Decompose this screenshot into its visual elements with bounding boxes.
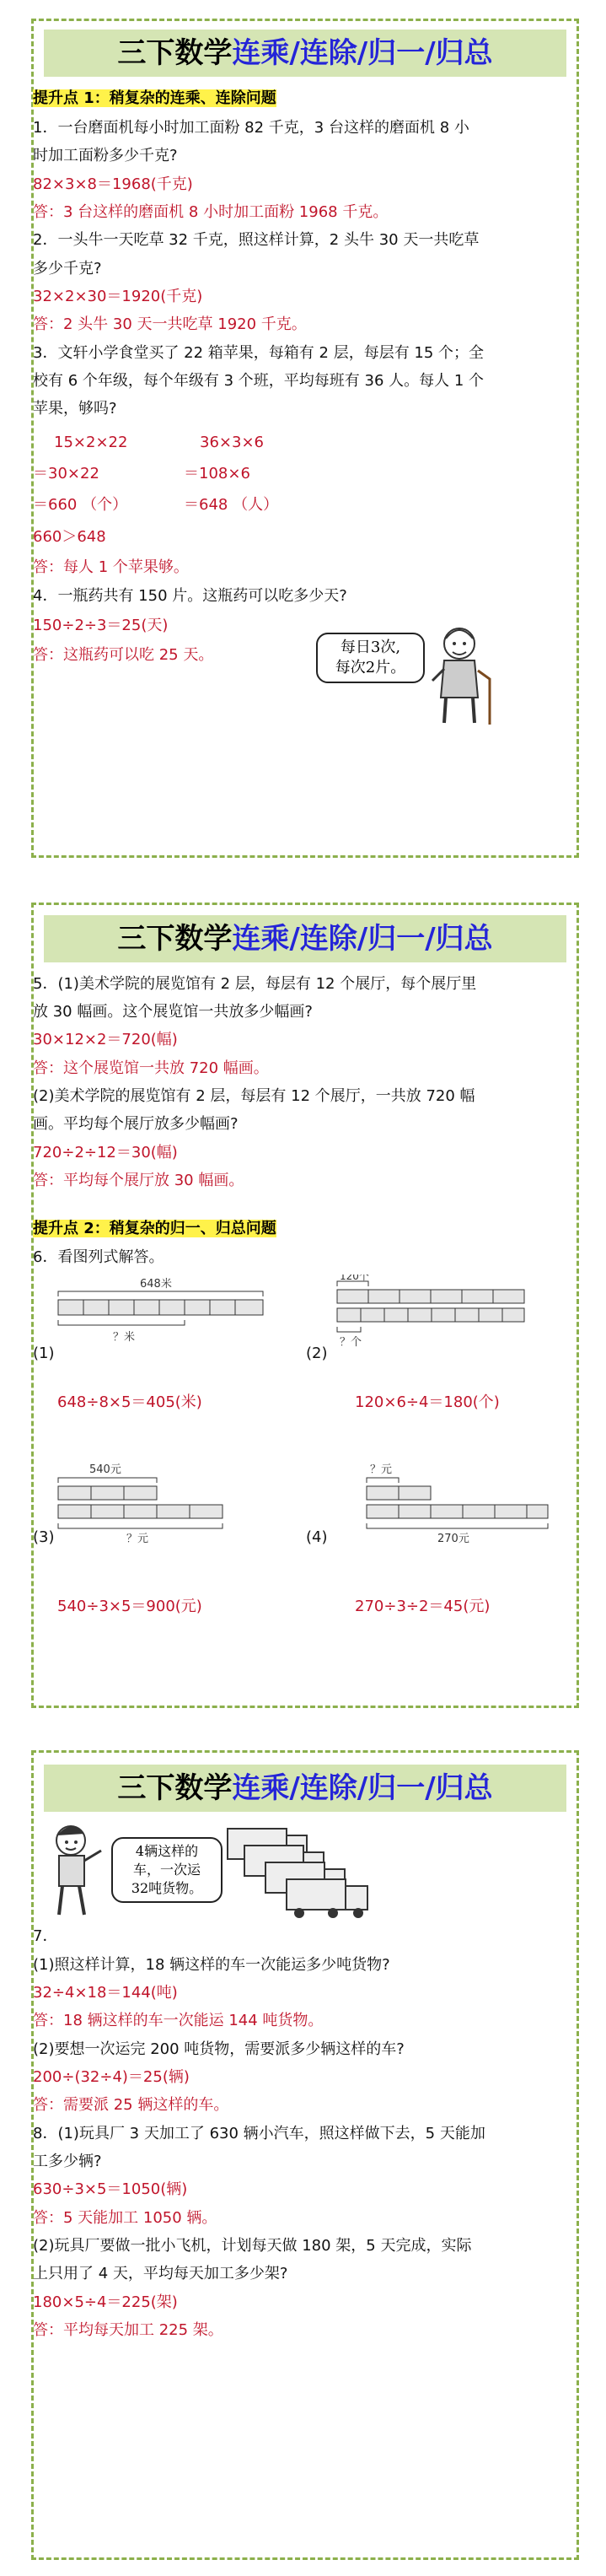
q8b-text-line1: (2)玩具厂要做一批小飞机，计划每天做 180 架，5 天完成，实际 [33,2237,472,2255]
q7-number: 7． [33,1927,58,1945]
fig2-part-label: 120个 [340,1275,369,1282]
fig1-calculation: 648÷8×5＝405(米) [57,1393,202,1411]
q3-calc-apples-2: ＝30×22 [33,465,99,482]
boy-illustration [40,1819,108,1923]
q8-text-line1: 8．(1)玩具厂 3 天加工了 630 辆小汽车，照这样做下去，5 天能加 [33,2125,485,2142]
fig4-diagram [333,1458,552,1554]
q3-answer: 答：每人 1 个苹果够。 [33,558,189,576]
page-title [44,915,566,962]
q1-text-line1: 1．一台磨面机每小时加工面粉 82 千克，3 台这样的磨面机 8 小 [33,119,469,137]
title-topic: 连乘/连除/归一/归总 [232,922,493,956]
worksheet-page-2 [31,903,579,1708]
q2-answer: 答：2 头牛 30 天一共吃草 1920 千克。 [33,315,307,333]
point-1-text: 提升点 1：稍复杂的连乘、连除问题 [33,89,276,107]
q4-text: 4．一瓶药共有 150 片。这瓶药可以吃多少天? [33,587,347,605]
fig2-label: (2) [306,1345,328,1362]
fig2-unknown-label: ？个 [340,1336,362,1349]
speech-bubble-trucks [111,1837,223,1903]
q5-text-line1: 5．(1)美术学院的展览馆有 2 层，每层有 12 个展厅，每个展厅里 [33,975,477,993]
bubble-line1: 4辆这样的 [135,1843,199,1859]
title-topic: 连乘/连除/归一/归总 [232,36,493,70]
q3-calc-people-3: ＝648 （人） [184,496,279,514]
q3-text-line3: 苹果，够吗? [33,400,117,418]
title-topic: 连乘/连除/归一/归总 [232,1771,493,1805]
q2-text-line1: 2．一头牛一天吃草 32 千克，照这样计算，2 头牛 30 天一共吃草 [33,231,480,249]
q1-text-line2: 时加工面粉多少千克? [33,147,178,164]
q7b-text: (2)要想一次运完 200 吨货物，需要派多少辆这样的车? [33,2040,405,2058]
point-heading-2 [33,1219,276,1239]
q2-text-line2: 多少千克? [33,260,102,278]
q5-text-line2: 放 30 幅画。这个展览馆一共放多少幅画? [33,1003,313,1021]
q1-calculation: 82×3×8＝1968(千克) [33,175,193,193]
fig2-diagram [333,1275,552,1371]
fig3-part-label: 540元 [89,1463,121,1476]
fig1-unknown-label: ？米 [113,1331,136,1344]
page-title [44,30,566,77]
bubble-line1: 每日3次, [340,639,401,656]
bubble-line3: 32吨货物。 [131,1880,203,1896]
q8b-text-line2: 上只用了 4 天，平均每天加工多少架? [33,2265,288,2282]
q5b-text-line2: 画。平均每个展厅放多少幅画? [33,1115,239,1133]
q5-calculation: 30×12×2＝720(幅) [33,1031,178,1048]
title-prefix: 三下数学 [117,36,233,70]
page-title [44,1765,566,1812]
fig3-unknown-label: ？元 [126,1533,149,1545]
q8b-calculation: 180×5÷4＝225(架) [33,2293,178,2311]
worksheet-page-3 [31,1750,579,2560]
q3-comparison: 660＞648 [33,528,106,546]
fig4-total-label: 270元 [437,1533,469,1545]
q8b-answer: 答：平均每天加工 225 架。 [33,2321,223,2339]
q4-answer: 答：这瓶药可以吃 25 天。 [33,646,214,664]
fig1-label: (1) [33,1345,55,1362]
q7b-calculation: 200÷(32÷4)＝25(辆) [33,2068,190,2086]
q5b-calculation: 720÷2÷12＝30(幅) [33,1144,178,1161]
q8-text-line2: 工多少辆? [33,2153,102,2170]
fig3-diagram [54,1458,273,1554]
q3-calc-apples-3: ＝660 （个） [33,496,128,514]
q7a-answer: 答：18 辆这样的车一次能运 144 吨货物。 [33,2012,324,2029]
q3-text-line1: 3．文轩小学食堂买了 22 箱苹果，每箱有 2 层，每层有 15 个；全 [33,344,485,362]
q3-calc-people-1: 36×3×6 [200,434,264,451]
q3-calc-apples-1: 15×2×22 [54,434,128,451]
bubble-line2: 车，一次运 [132,1862,201,1878]
fig3-calculation: 540÷3×5＝900(元) [57,1598,202,1615]
trucks-illustration [219,1820,405,1925]
fig1-total-label: 648米 [140,1278,172,1291]
fig2-calculation: 120×6÷4＝180(个) [355,1393,500,1411]
point-2-text: 提升点 2：稍复杂的归一、归总问题 [33,1220,276,1237]
bubble-line2: 每次2片。 [335,659,406,676]
q4-calculation: 150÷2÷3＝25(天) [33,617,169,634]
fig4-calculation: 270÷3÷2＝45(元) [355,1598,491,1615]
q7a-text: (1)照这样计算，18 辆这样的车一次能运多少吨货物? [33,1956,390,1974]
title-prefix: 三下数学 [117,922,233,956]
worksheet-page-1 [31,19,579,858]
q7a-calculation: 32÷4×18＝144(吨) [33,1984,178,2002]
q3-calc-people-2: ＝108×6 [184,465,250,482]
q5b-answer: 答：平均每个展厅放 30 幅画。 [33,1172,244,1189]
point-heading-1 [33,89,276,109]
title-prefix: 三下数学 [117,1771,233,1805]
q2-calculation: 32×2×30＝1920(千克) [33,288,203,305]
grandpa-illustration [426,620,501,733]
fig1-diagram [54,1275,265,1371]
q8-calculation: 630÷3×5＝1050(辆) [33,2180,188,2198]
q5b-text-line1: (2)美术学院的展览馆有 2 层，每层有 12 个展厅，一共放 720 幅 [33,1087,475,1105]
q7b-answer: 答：需要派 25 辆这样的车。 [33,2096,229,2114]
q3-text-line2: 校有 6 个年级，每个年级有 3 个班，平均每班有 36 人。每人 1 个 [33,372,485,390]
q5-answer: 答：这个展览馆一共放 720 幅画。 [33,1059,269,1077]
fig4-label: (4) [306,1528,328,1546]
speech-bubble-medicine [316,633,425,683]
q6-text: 6．看图列式解答。 [33,1248,164,1266]
fig3-label: (3) [33,1528,55,1546]
fig4-unknown-label: ？元 [370,1463,393,1476]
q1-answer: 答：3 台这样的磨面机 8 小时加工面粉 1968 千克。 [33,203,389,221]
q8-answer: 答：5 天能加工 1050 辆。 [33,2209,217,2227]
